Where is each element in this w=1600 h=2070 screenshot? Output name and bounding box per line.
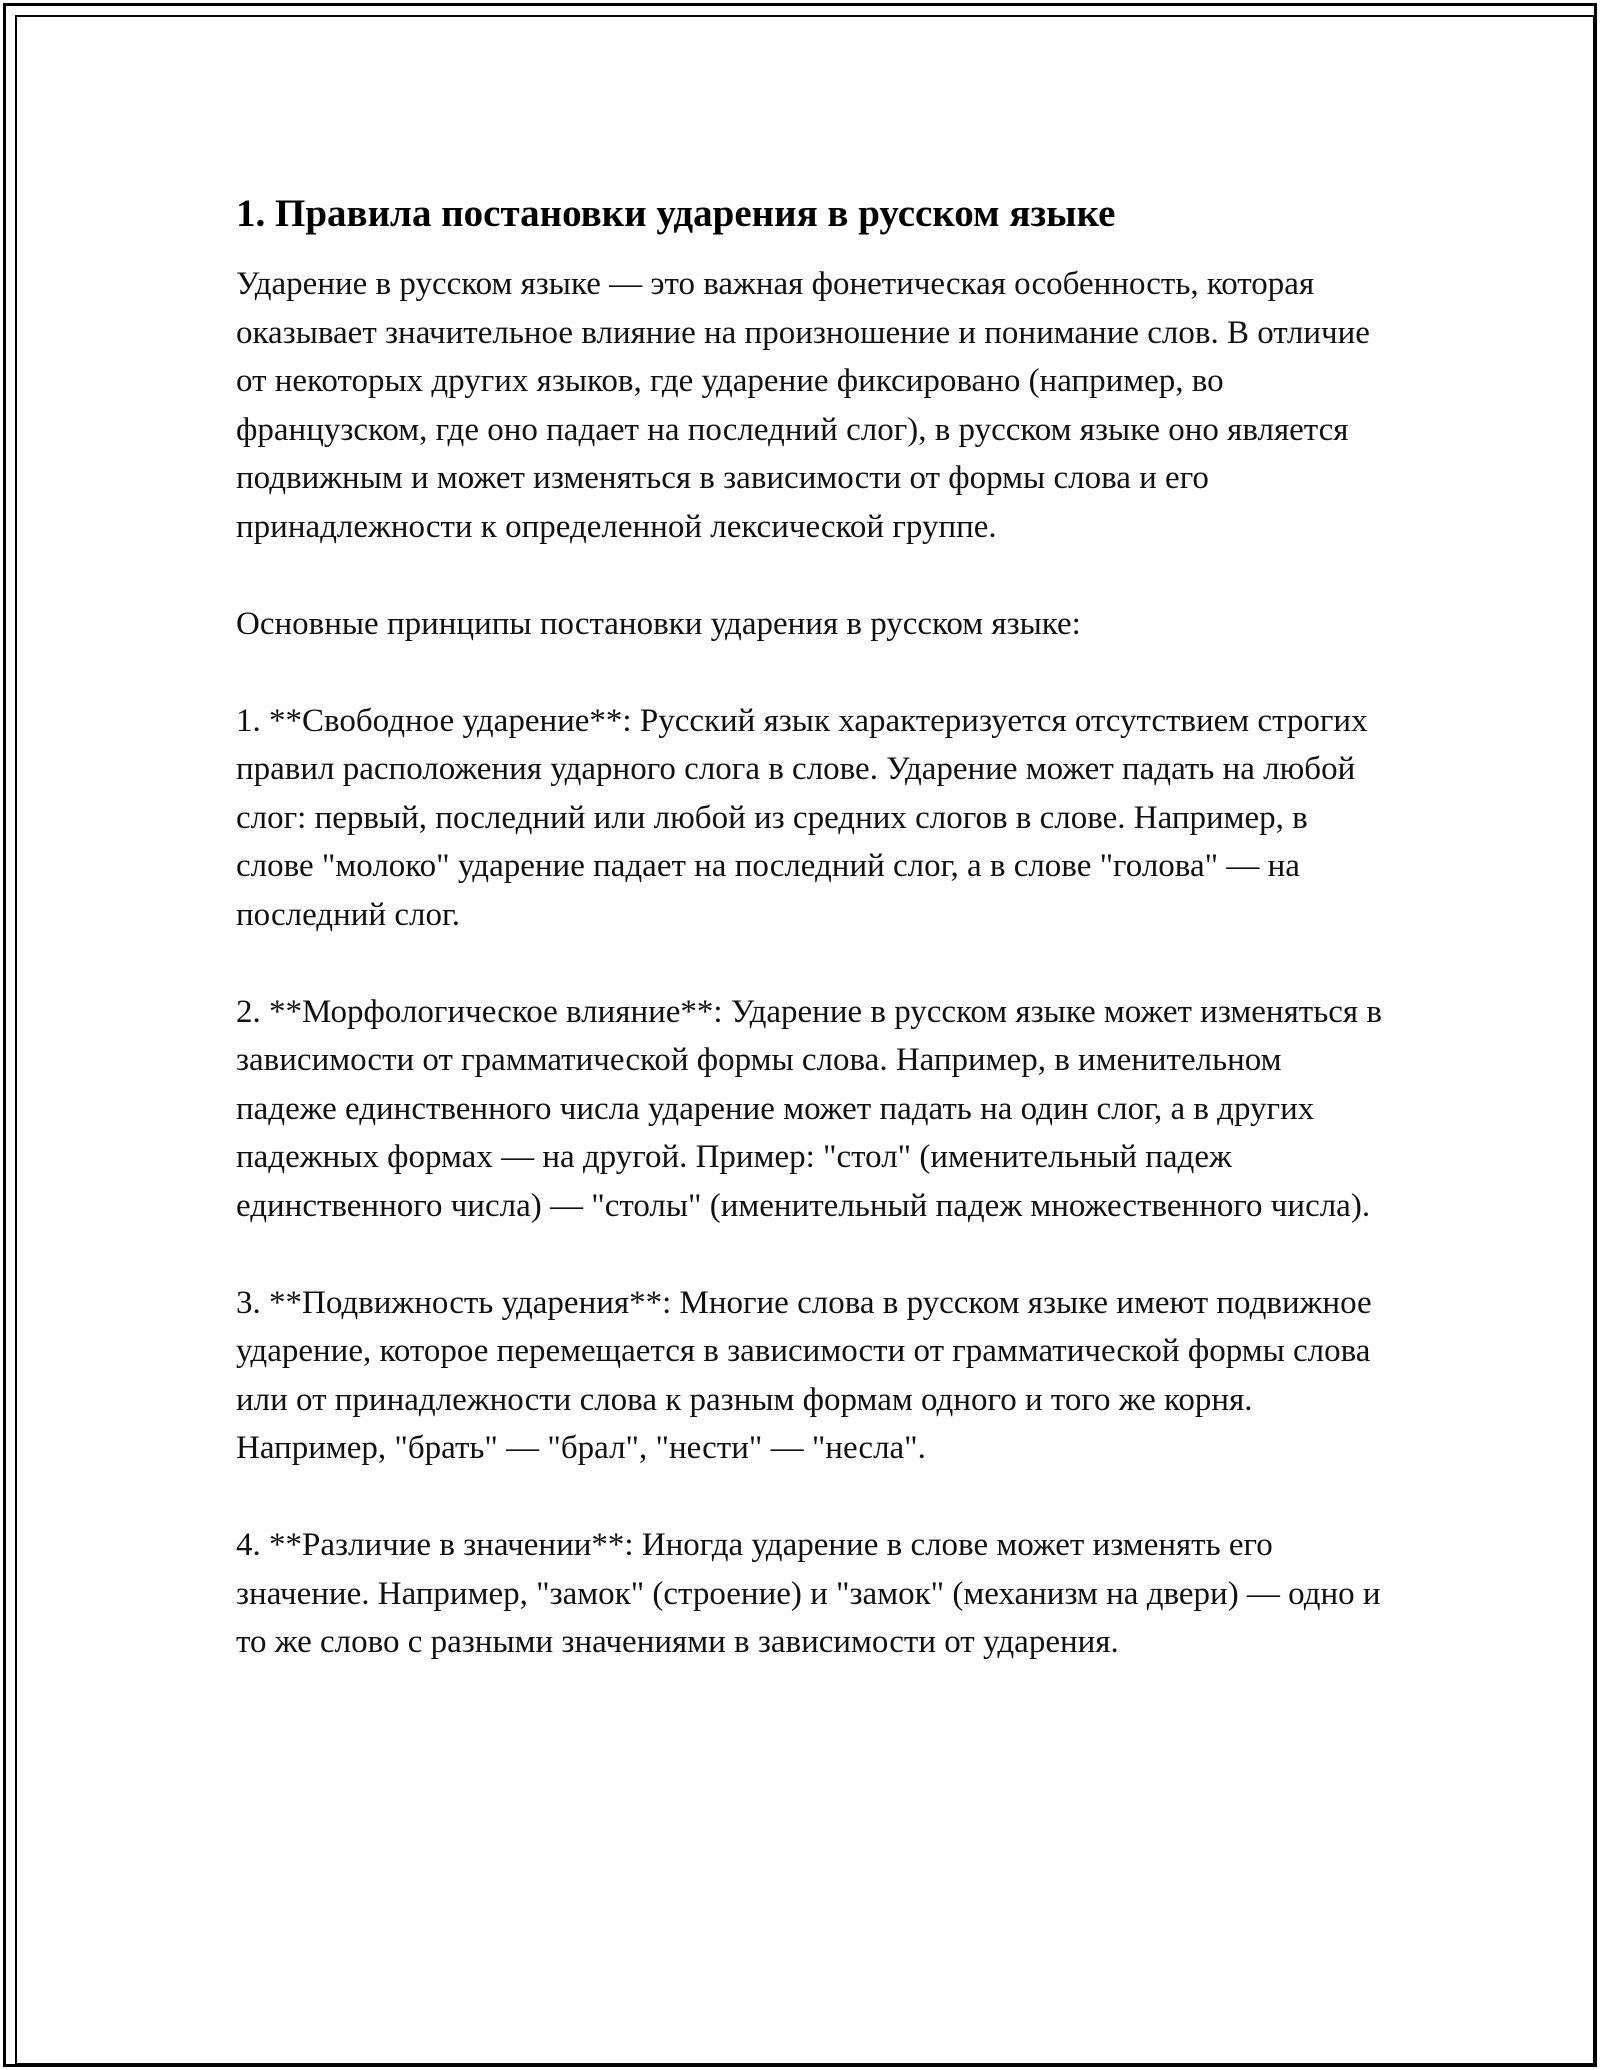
- intro-paragraph: Ударение в русском языке — это важная фонетическая особенность, которая оказывает значительное влияние на произношение и понимание слов. В отличие от некоторых других языков, где ударение фиксировано (например, во французском, где оно падает на последний слог), в русском языке оно является подвижным и может изменяться в зависимости от формы слова и его принадлежности к определенной лексической группе.: [236, 266, 1370, 545]
- paragraph-gap: [236, 1473, 1386, 1522]
- principle-item-free-stress: 1. **Свободное ударение**: Русский язык характеризуется отсутствием строгих правил расположения ударного слога в слове. Ударение может падать на любой слог: первый, последний или любой из средних слогов в слове. Например, в слове "молоко" ударение падает на последний слог, а в слове "голова" — на последний слог.: [236, 702, 1368, 933]
- principle-item-mobility: 3. **Подвижность ударения**: Многие слова в русском языке имеют подвижное ударение, которое перемещается в зависимости от грамматической формы слова или от принадлежности слова к разным формам одного и того же корня. Например, "брать" — "брал", "нести" — "несла".: [236, 1284, 1372, 1466]
- document-title: 1. Правила постановки ударения в русском языке: [236, 192, 1116, 235]
- paragraph-gap: [236, 1230, 1386, 1279]
- paragraph-gap: [236, 939, 1386, 988]
- principle-item-meaning: 4. **Различие в значении**: Иногда ударение в слове может изменять его значение. Например, "замок" (строение) и "замок" (механизм на двери) — одно и то же слово с разными значениями в зависимости от ударения.: [236, 1527, 1381, 1660]
- paragraph-gap: [236, 551, 1386, 600]
- paragraph-gap: [236, 648, 1386, 697]
- principle-item-morphological: 2. **Морфологическое влияние**: Ударение в русском языке может изменяться в зависимости от грамматической формы слова. Например, в именительном падеже единственного числа ударение может падать на один слог, а в других падежных формах — на другой. Пример: "стол" (именительный падеж единственного числа) — "столы" (именительный падеж множественного числа).: [236, 993, 1382, 1224]
- document-page: [236, 188, 1386, 1667]
- principles-heading: Основные принципы постановки ударения в русском языке:: [236, 605, 1081, 642]
